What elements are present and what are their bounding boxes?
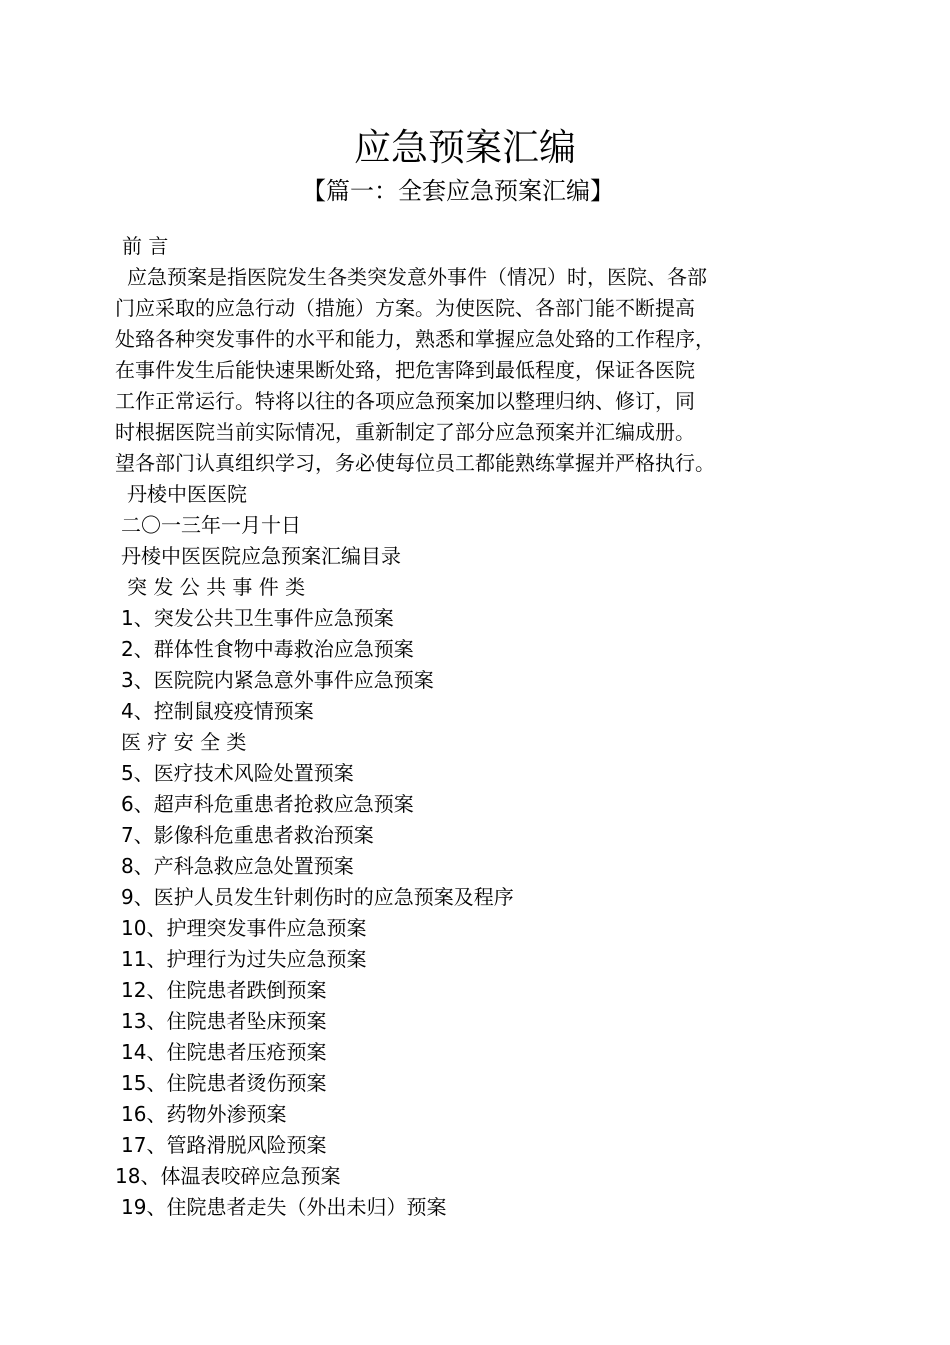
toc-item: 18、体温表咬碎应急预案 [115,1164,341,1188]
toc-item: 16、药物外渗预案 [121,1102,287,1126]
toc-item: 11、护理行为过失应急预案 [121,947,367,971]
preface-line: 时根据医院当前实际情况，重新制定了部分应急预案并汇编成册。 [115,420,695,444]
toc-item: 5、医疗技术风险处置预案 [121,761,354,785]
preface-line: 工作正常运行。特将以往的各项应急预案加以整理归纳、修订，同 [115,389,695,413]
toc-item: 15、住院患者烫伤预案 [121,1071,327,1095]
toc-item: 17、管路滑脱风险预案 [121,1133,327,1157]
toc-category-public-events: 突 发 公 共 事 件 类 [127,575,306,599]
preface-line: 应急预案是指医院发生各类突发意外事件（情况）时，医院、各部 [127,265,707,289]
toc-item: 6、超声科危重患者抢救应急预案 [121,792,414,816]
signature-date: 二〇一三年一月十日 [121,513,301,537]
toc-item: 19、住院患者走失（外出未归）预案 [121,1195,447,1219]
toc-item: 2、群体性食物中毒救治应急预案 [121,637,414,661]
preface-line: 门应采取的应急行动（措施）方案。为使医院、各部门能不断提高 [115,296,695,320]
preface-heading: 前 言 [122,234,169,258]
toc-item: 13、住院患者坠床预案 [121,1009,327,1033]
preface-line: 在事件发生后能快速果断处臵，把危害降到最低程度，保证各医院 [115,358,695,382]
toc-item: 14、住院患者压疮预案 [121,1040,327,1064]
toc-category-medical-safety: 医 疗 安 全 类 [121,730,247,754]
document-subtitle: 【篇一：全套应急预案汇编】 [302,177,614,205]
toc-item: 4、控制鼠疫疫情预案 [121,699,314,723]
document-title: 应急预案汇编 [354,126,576,169]
toc-title: 丹棱中医医院应急预案汇编目录 [121,544,401,568]
toc-item: 1、突发公共卫生事件应急预案 [121,606,394,630]
signature-org: 丹棱中医医院 [127,482,247,506]
toc-item: 9、医护人员发生针刺伤时的应急预案及程序 [121,885,514,909]
toc-item: 8、产科急救应急处置预案 [121,854,354,878]
preface-line: 处臵各种突发事件的水平和能力，熟悉和掌握应急处臵的工作程序， [115,327,715,351]
toc-item: 7、影像科危重患者救治预案 [121,823,374,847]
toc-item: 10、护理突发事件应急预案 [121,916,367,940]
document-body [115,231,795,1223]
toc-item: 12、住院患者跌倒预案 [121,978,327,1002]
preface-line: 望各部门认真组织学习，务必使每位员工都能熟练掌握并严格执行。 [115,451,715,475]
toc-item: 3、医院院内紧急意外事件应急预案 [121,668,434,692]
